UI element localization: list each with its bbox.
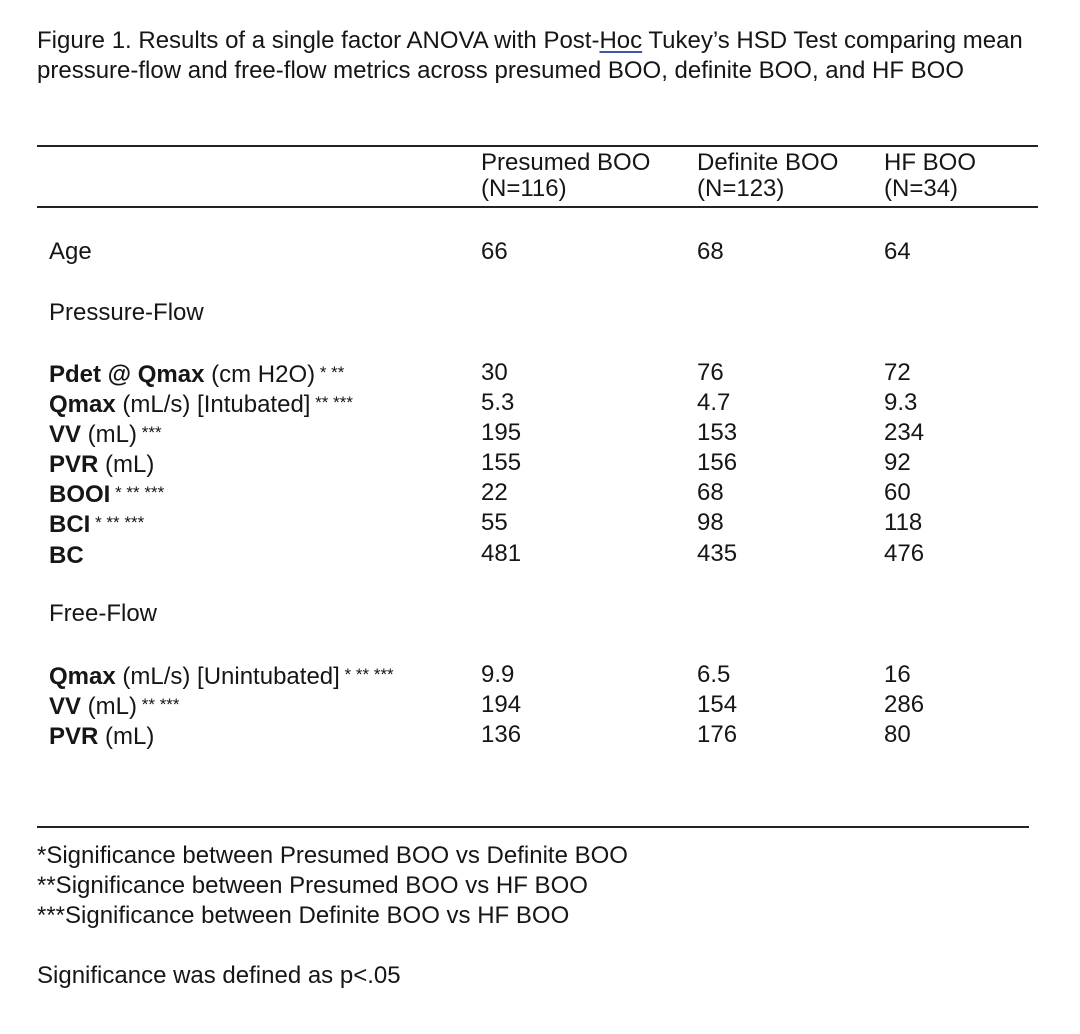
section-heading-pressure-flow: Pressure-Flow: [49, 299, 204, 326]
column-header-presumed-boo: [481, 150, 650, 202]
metric-unit: (mL): [81, 421, 138, 448]
caption-text-end: Tukey’s HSD Test comparing mean pressure-flow and free-flow metrics across presumed BOO, definite BOO, and HF BOO: [37, 27, 1023, 84]
table-cell: 30: [481, 359, 508, 386]
table-top-rule: [37, 145, 1038, 147]
table-cell: 156: [697, 449, 738, 476]
table-row-label: [49, 690, 180, 722]
caption-text-start: Figure 1. Results of a single factor ANOVA with Post-: [37, 27, 600, 54]
column-header-n: (N=34): [884, 175, 959, 202]
table-cell: 435: [697, 540, 738, 567]
table-row-label: [49, 478, 164, 510]
footnote-single-asterisk: *Significance between Presumed BOO vs Definite BOO: [37, 842, 628, 869]
metric-name: VV: [49, 421, 82, 448]
table-cell: 16: [884, 661, 911, 688]
table-cell: 72: [884, 359, 911, 386]
significance-markers: ** ***: [137, 695, 180, 714]
column-header-name: HF BOO: [884, 149, 977, 176]
metric-name: BCI: [49, 511, 91, 538]
table-row-label: [49, 508, 144, 540]
row-label-age: Age: [49, 238, 92, 265]
significance-markers: * ** ***: [110, 483, 165, 502]
table-cell: 476: [884, 540, 925, 567]
table-cell: 176: [697, 721, 738, 748]
metric-name: PVR: [49, 451, 99, 478]
table-cell: 153: [697, 419, 738, 446]
metric-unit: (mL/s) [Intubated]: [115, 391, 311, 418]
table-cell: 98: [697, 509, 724, 536]
significance-definition: Significance was defined as p<.05: [37, 962, 401, 989]
significance-markers: ** ***: [310, 393, 353, 412]
significance-markers: ***: [137, 423, 162, 442]
significance-markers: * ** ***: [339, 665, 394, 684]
table-row-label: [49, 660, 394, 692]
metric-unit: (cm H2O): [204, 361, 316, 388]
column-header-n: (N=123): [697, 175, 785, 202]
metric-name: BC: [49, 542, 84, 569]
table-row-label: [49, 418, 162, 450]
age-definite-value: 68: [697, 238, 724, 265]
table-header-rule: [37, 206, 1038, 208]
metric-unit: (mL): [81, 693, 138, 720]
table-cell: 22: [481, 479, 508, 506]
table-row-label: [49, 388, 353, 420]
table-cell: 155: [481, 449, 522, 476]
metric-name: Qmax: [49, 391, 116, 418]
age-hf-value: 64: [884, 238, 911, 265]
table-bottom-rule: [37, 826, 1029, 828]
age-presumed-value: 66: [481, 238, 508, 265]
table-cell: 118: [884, 509, 923, 536]
table-cell: 60: [884, 479, 911, 506]
table-row-label: [49, 539, 84, 571]
footnote-triple-asterisk: ***Significance between Definite BOO vs HF BOO: [37, 902, 570, 929]
section-heading-free-flow: Free-Flow: [49, 600, 158, 627]
table-cell: 154: [697, 691, 738, 718]
metric-unit: (mL): [98, 723, 155, 750]
column-header-hf-boo: [884, 150, 976, 202]
table-cell: 194: [481, 691, 522, 718]
column-header-definite-boo: [697, 150, 838, 202]
table-cell: 4.7: [697, 389, 731, 416]
metric-name: PVR: [49, 723, 99, 750]
column-header-name: Definite BOO: [697, 149, 839, 176]
table-cell: 76: [697, 359, 724, 386]
metric-name: Qmax: [49, 663, 116, 690]
significance-markers: * ** ***: [90, 513, 145, 532]
metric-unit: (mL): [98, 451, 155, 478]
significance-markers: * **: [315, 363, 345, 382]
footnote-double-asterisk: **Significance between Presumed BOO vs HF BOO: [37, 872, 588, 899]
metric-name: BOOI: [49, 481, 111, 508]
table-cell: 6.5: [697, 661, 731, 688]
table-row-label: [49, 448, 154, 480]
column-header-name: Presumed BOO: [481, 149, 651, 176]
table-cell: 481: [481, 540, 522, 567]
caption-hoc-word: Hoc: [599, 27, 643, 54]
column-header-n: (N=116): [481, 175, 567, 202]
table-cell: 5.3: [481, 389, 515, 416]
table-cell: 136: [481, 721, 522, 748]
table-cell: 9.9: [481, 661, 515, 688]
table-cell: 286: [884, 691, 925, 718]
table-cell: 9.3: [884, 389, 918, 416]
table-row-label: [49, 720, 154, 752]
table-row-label: [49, 358, 344, 390]
metric-unit: (mL/s) [Unintubated]: [115, 663, 340, 690]
table-cell: 195: [481, 419, 522, 446]
figure-caption: [37, 26, 1067, 86]
table-cell: 68: [697, 479, 724, 506]
metric-name: Pdet @ Qmax: [49, 361, 205, 388]
metric-name: VV: [49, 693, 82, 720]
table-cell: 234: [884, 419, 925, 446]
table-cell: 55: [481, 509, 508, 536]
table-cell: 80: [884, 721, 911, 748]
table-cell: 92: [884, 449, 911, 476]
